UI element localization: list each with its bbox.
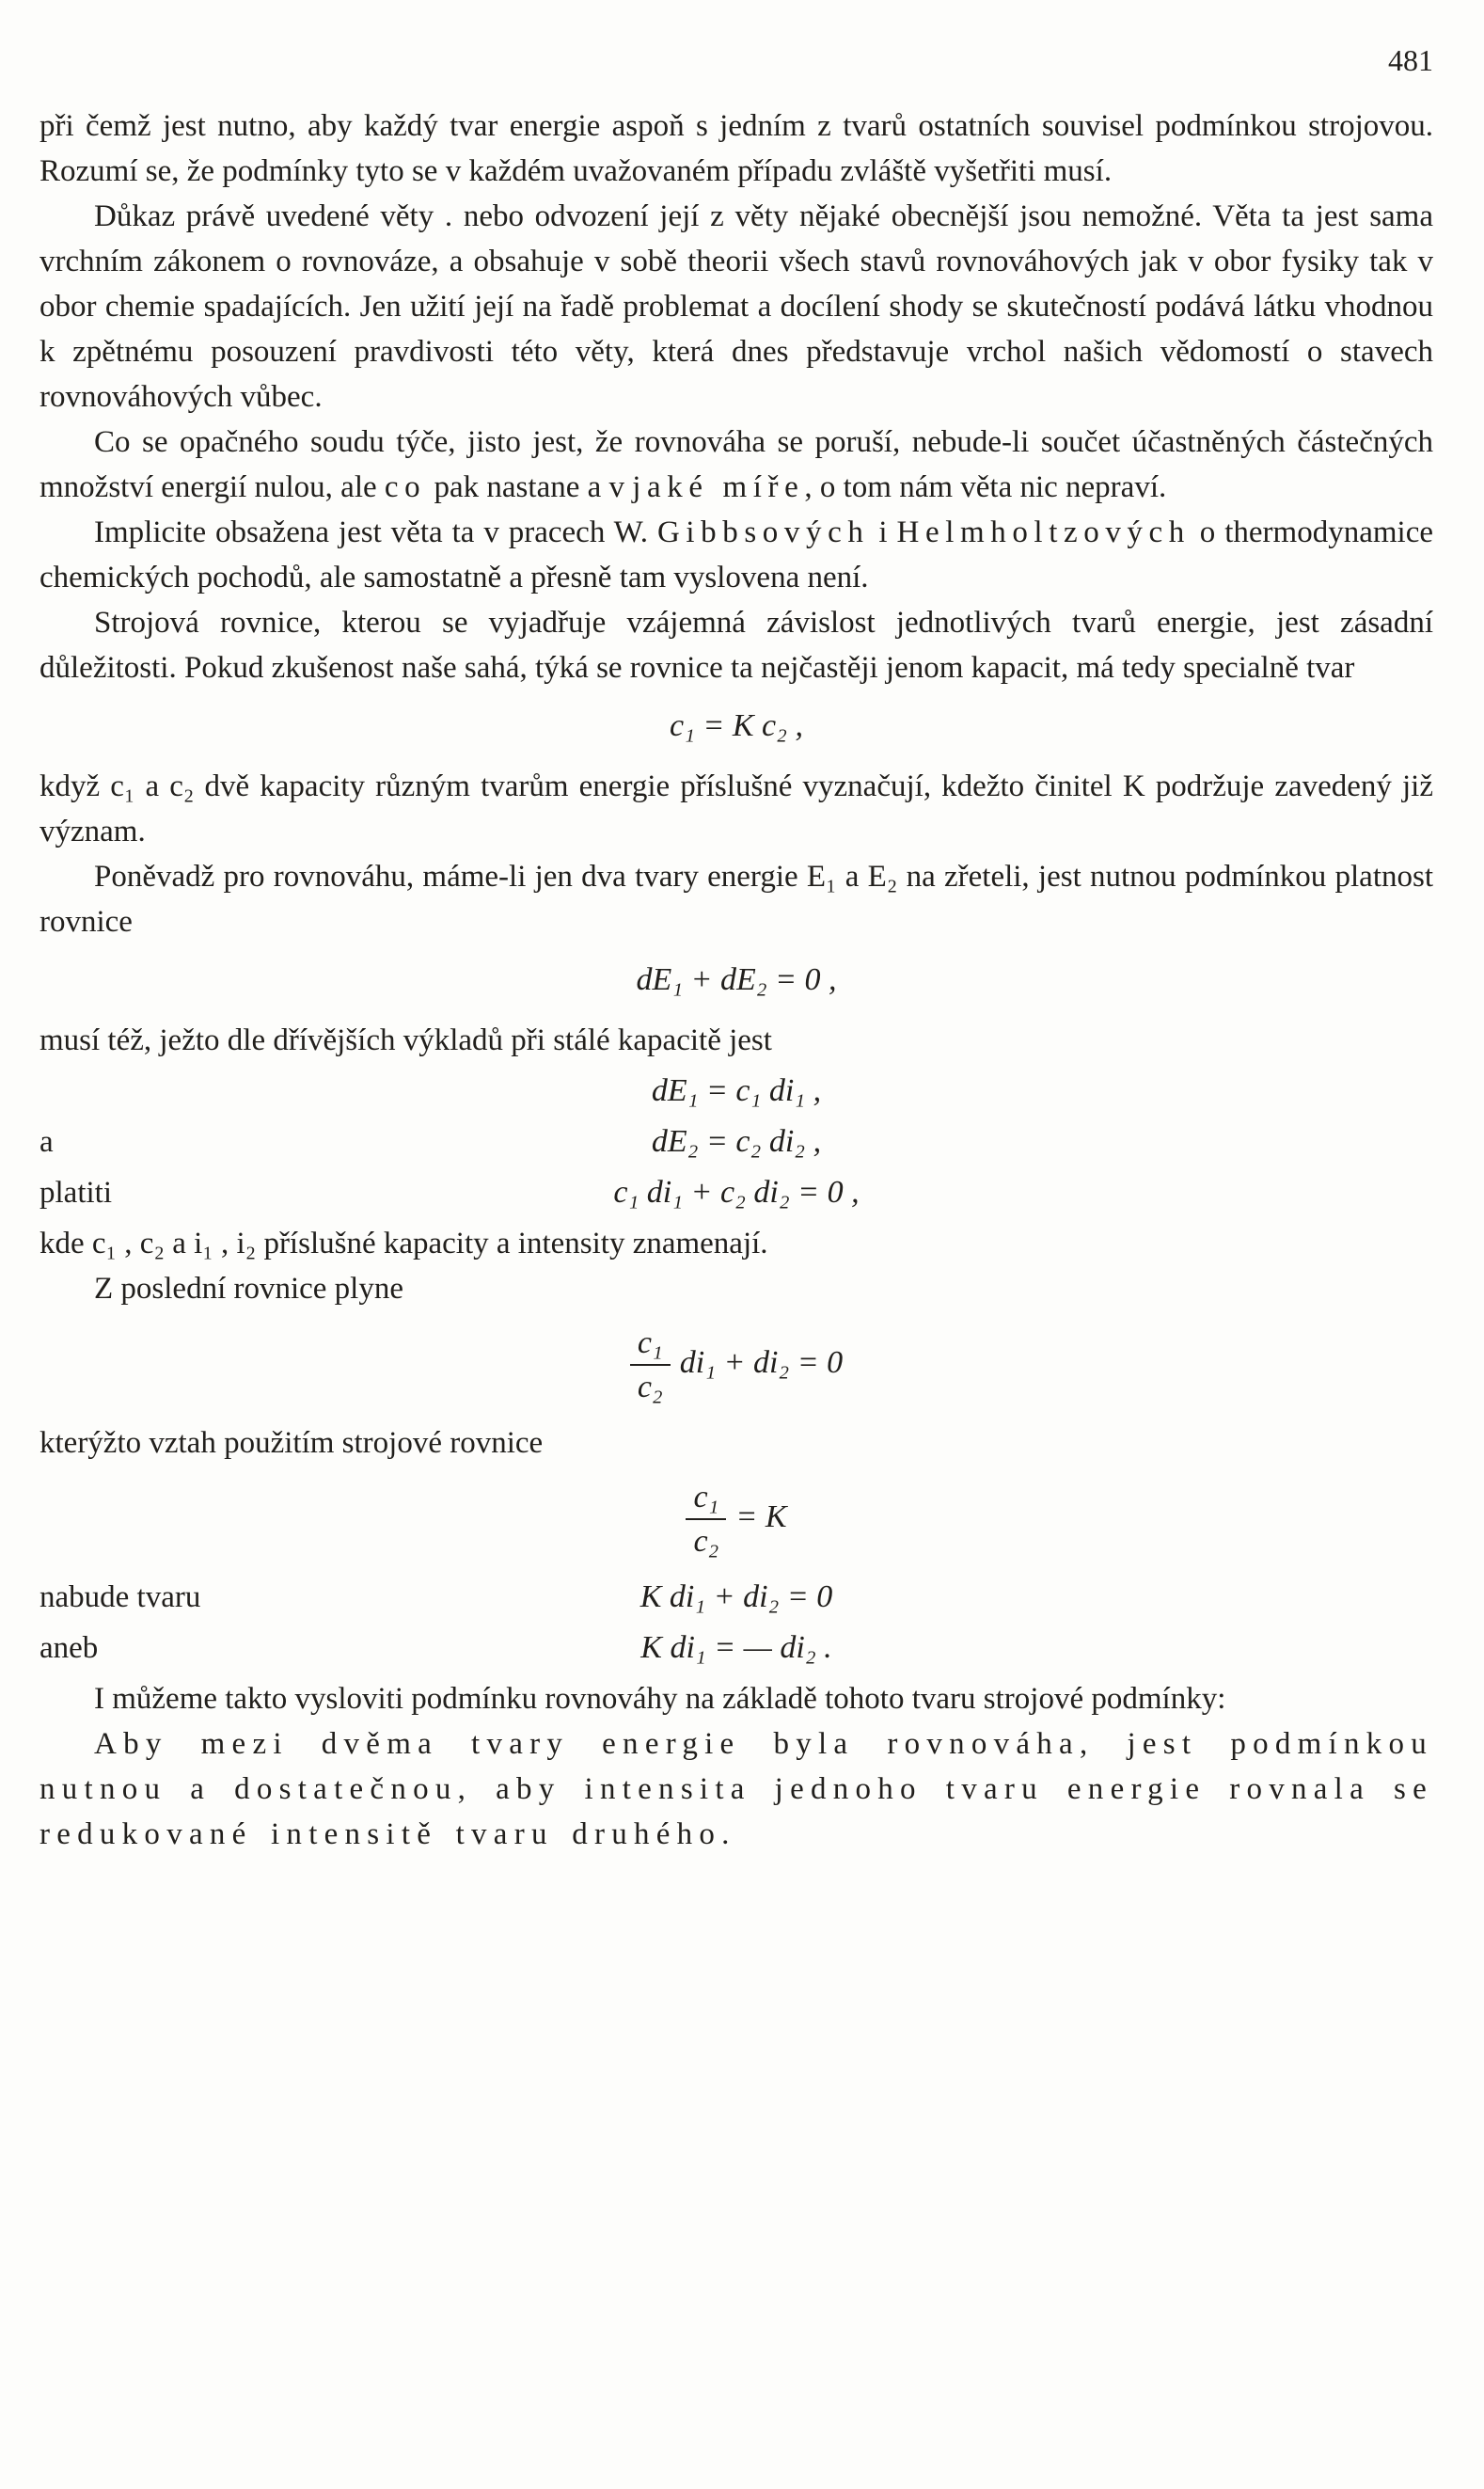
- equation-text: [630, 1325, 844, 1405]
- equation-text: c₁ = K c₂ ,: [670, 708, 803, 743]
- paragraph-3: [39, 420, 1433, 510]
- text-segment: , o tom nám věta nic nepraví.: [804, 470, 1167, 504]
- text-segment: pak nastane a v: [426, 470, 633, 504]
- paragraph-5: Strojová rovnice, kterou se vyjadřuje vzájemná závislost jednotlivých tvarů energie, jest zásadní důležitosti. Pokud zkušenost naše sahá, týká se rovnice ta nejčastěji jenom kapacit, má tedy specialně tvar: [39, 606, 1433, 685]
- paragraph-6: když c₁ a c₂ dvě kapacity různým tvarům energie příslušné vyznačují, kdežto činitel K podržuje zavedený již význam.: [39, 769, 1433, 848]
- equation-row-aneb: [39, 1625, 1433, 1671]
- paragraph-8: musí též, ježto dle dřívějších výkladů při stálé kapacitě jest: [39, 1023, 772, 1057]
- text-segment: i: [869, 515, 897, 549]
- equation-label: platiti: [39, 1176, 112, 1210]
- fraction: [686, 1479, 726, 1560]
- equation-3: [39, 1069, 1433, 1114]
- emphasized-text: Gibbsových: [656, 515, 870, 549]
- page-number: 481: [1388, 43, 1433, 77]
- text-segment: Implicite obsažena jest věta ta v pracech W.: [94, 515, 657, 549]
- paragraph-4: [39, 510, 1433, 600]
- paragraph-7: Poněvadž pro rovnováhu, máme-li jen dva tvary energie E₁ a E₂ na zřeteli, jest nutnou podmínkou platnost rovnice: [39, 860, 1433, 939]
- equation-text: [686, 1480, 787, 1560]
- fraction-denominator: c₂: [693, 1524, 719, 1560]
- emphasized-text: Helmholtzových: [896, 515, 1191, 549]
- paragraph-10: Z poslední rovnice plyne: [94, 1272, 404, 1306]
- equation-text: K di₁ + di₂ = 0: [639, 1579, 833, 1615]
- equation-text: dE₂ = c₂ di₂ ,: [651, 1124, 822, 1159]
- paragraph-11: kterýžto vztah použitím strojové rovnice: [39, 1426, 544, 1461]
- equation-label: nabude tvaru: [39, 1580, 201, 1615]
- equation-row-platiti: [39, 1170, 1433, 1215]
- fraction-numerator: c₁: [686, 1479, 726, 1520]
- fraction-equation-2: [39, 1479, 1433, 1560]
- text-segment: o thermodynamice chemických pochodů, ale samostatně a přesně tam vyslovena není.: [39, 515, 1433, 595]
- equation-row-a: [39, 1119, 1433, 1165]
- equation-row-nabude-tvaru: [39, 1575, 1433, 1620]
- paragraph-13-emphasized: Aby mezi dvěma tvary energie byla rovnováha, jest podmínkou nutnou a dostatečnou, aby intensita jednoho tvaru energie rovnala se redukované intensitě tvaru druhého.: [39, 1727, 1433, 1852]
- emphasized-text: co: [384, 470, 427, 504]
- text-segment: Co se opačného soudu týče, jisto jest, že rovnováha se poruší, nebude-li součet účastněných částečných množství energií nulou, ale: [39, 425, 1433, 504]
- paragraph-12: I můžeme takto vysloviti podmínku rovnováhy na základě tohoto tvaru strojové podmínky:: [94, 1682, 1226, 1717]
- paragraph-1: při čemž jest nutno, aby každý tvar energie aspoň s jedním z tvarů ostatních souvisel podmínkou strojovou. Rozumí se, že podmínky tyto se v každém uvažovaném případu zvláště vyšetřiti musí.: [39, 109, 1433, 188]
- equation-text: K di₁ = — di₂ .: [640, 1630, 832, 1666]
- paragraph-9: kde c₁ , c₂ a i₁ , i₂ příslušné kapacity a intensity znamenají.: [39, 1227, 768, 1260]
- paragraph-2: Důkaz právě uvedené věty . nebo odvození její z věty nějaké obecnější jsou nemožné. Věta ta jest sama vrchním zákonem o rovnováze, a obsahuje v sobě theorii všech stavů rovnováhových jak v obor fysiky tak v obor chemie spadajících. Jen užití její na řadě problemat a docílení shody se skutečností podává látku vhodnou k zpětnému posouzení pravdivosti této věty, která dnes představuje vrchol našich vědomostí o stavech rovnováhových vůbec.: [39, 199, 1433, 414]
- equation-2: [39, 958, 1433, 1003]
- equation-tail: di₁ + di₂ = 0: [679, 1344, 844, 1380]
- emphasized-text: jaké míře: [632, 470, 805, 504]
- fraction-equation-1: [39, 1324, 1433, 1405]
- fraction: [630, 1324, 671, 1405]
- equation-1: [39, 704, 1433, 749]
- equation-label: a: [39, 1125, 54, 1159]
- equation-tail: = K: [735, 1499, 787, 1535]
- fraction-numerator: c₁: [630, 1324, 671, 1366]
- equation-text: c₁ di₁ + c₂ di₂ = 0 ,: [613, 1175, 860, 1210]
- fraction-denominator: c₂: [637, 1370, 663, 1405]
- equation-text: dE₁ + dE₂ = 0 ,: [636, 962, 837, 997]
- equation-label: aneb: [39, 1631, 99, 1666]
- equation-text: dE₁ = c₁ di₁ ,: [651, 1073, 822, 1108]
